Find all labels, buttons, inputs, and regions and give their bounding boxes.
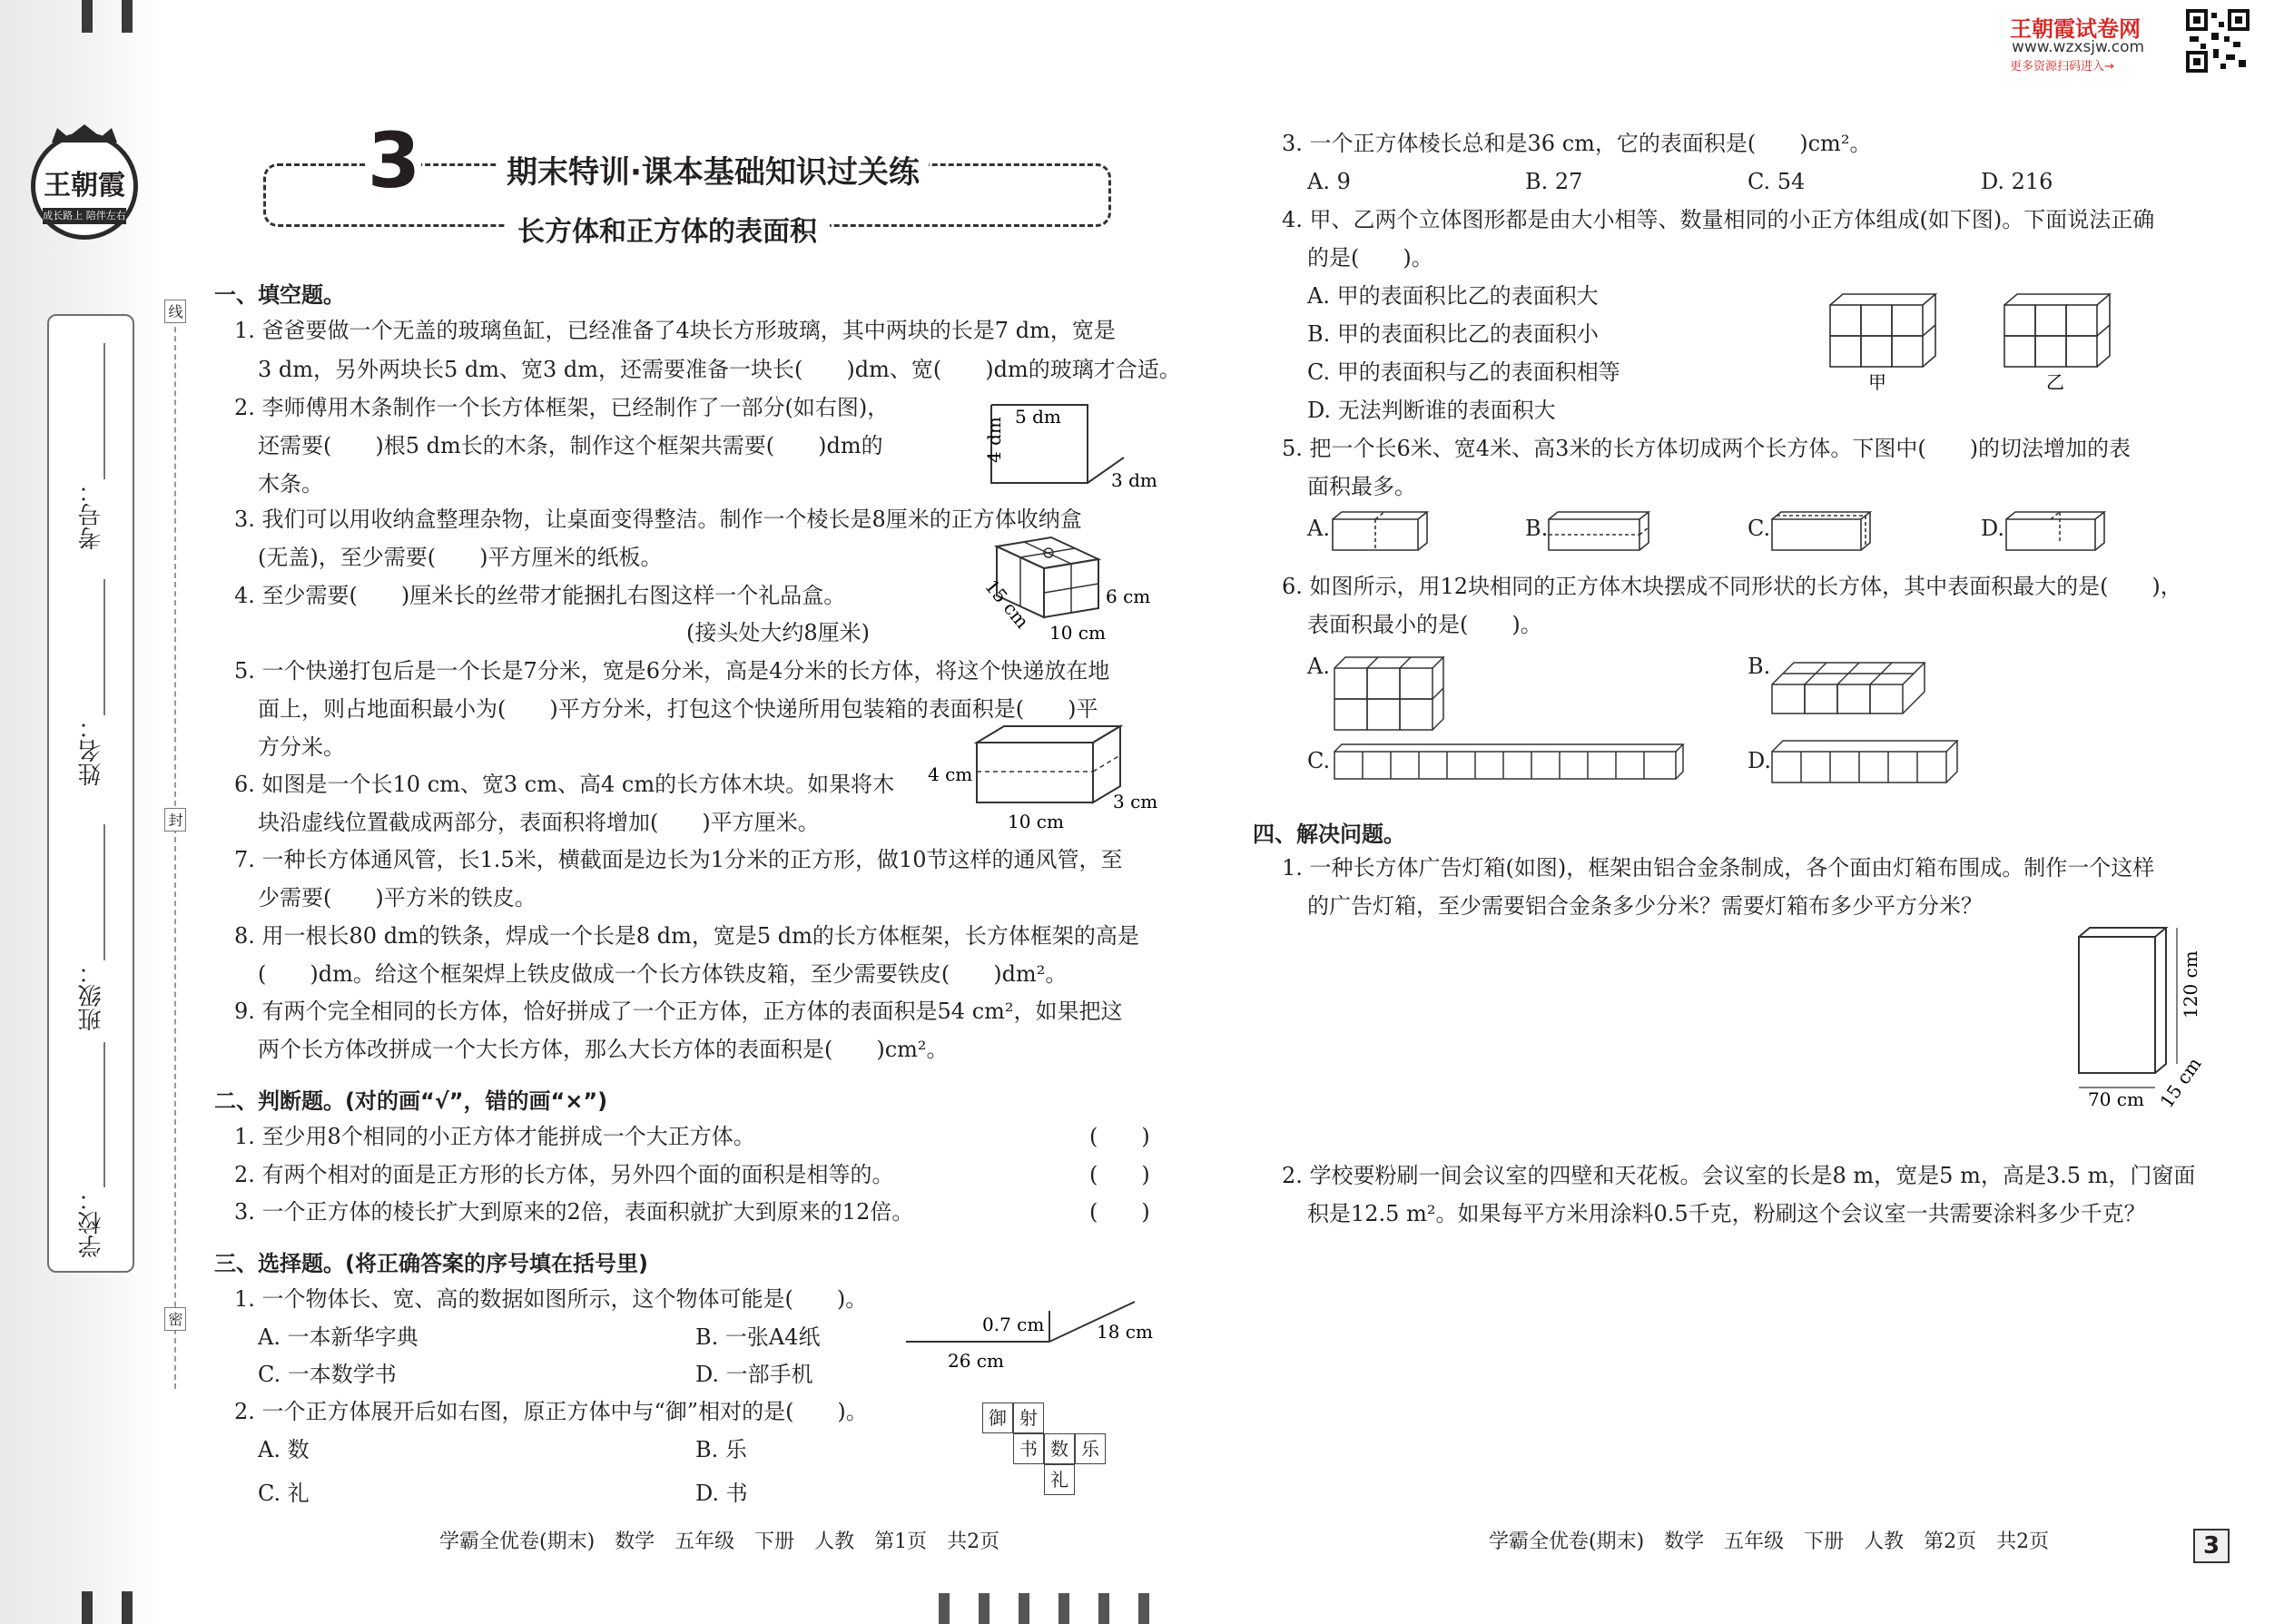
- name-label: 姓名：: [78, 715, 105, 786]
- question-text: 1. 一个物体长、宽、高的数据如图所示，这个物体可能是( )。: [234, 1286, 868, 1312]
- section-multiple-choice: 三、选择题。(将正确答案的序号填在括号里): [214, 1251, 648, 1276]
- question-text: 2. 一个正方体展开后如右图，原正方体中与“御”相对的是( )。: [234, 1399, 868, 1424]
- dim-label: 15 cm: [2155, 1053, 2206, 1112]
- figure-label: 乙: [2046, 371, 2064, 393]
- question-text: (无盖)，至少需要( )平方厘米的纸板。: [258, 545, 663, 570]
- option[interactable]: A. 数: [258, 1437, 310, 1462]
- question-text: 3. 一个正方体棱长总和是36 cm，它的表面积是( )cm²。: [1282, 131, 1872, 156]
- watermark-note: 更多资源扫码进入→: [2010, 60, 2114, 74]
- option[interactable]: C. 54: [1748, 169, 1806, 194]
- option[interactable]: B. 甲的表面积比乙的表面积小: [1307, 321, 1599, 347]
- question-text: 的广告灯箱，至少需要铝合金条多少分米？需要灯箱布多少平方分米？: [1307, 893, 1983, 919]
- question-text: 表面积最小的是( )。: [1307, 612, 1542, 637]
- frame-figure: [979, 398, 1160, 497]
- question-text: 块沿虚线位置截成两部分，表面积将增加( )平方厘米。: [258, 810, 820, 835]
- option[interactable]: B. 乐: [695, 1437, 747, 1462]
- net-cell: 书: [1013, 1433, 1044, 1464]
- dim-label: 10 cm: [1008, 811, 1064, 832]
- dim-label: 3 cm: [1113, 791, 1158, 812]
- option[interactable]: C. 礼: [258, 1481, 310, 1506]
- registration-mark: [979, 1593, 989, 1624]
- qr-code-icon[interactable]: [2186, 9, 2250, 73]
- question-text: 少需要( )平方米的铁皮。: [258, 885, 537, 910]
- option[interactable]: C.: [1748, 516, 1771, 541]
- gift-box-figure: [979, 532, 1160, 641]
- seal-char: 封: [164, 808, 186, 832]
- question-text: 5. 一个快递打包后是一个长是7分米，宽是6分米，高是4分米的长方体，将这个快递放在地: [234, 658, 1110, 684]
- section-fill-blank: 一、填空题。: [214, 282, 345, 308]
- publisher-logo: 王朝霞 成长路上 陪伴左右: [31, 133, 138, 240]
- question-text: 方分米。: [258, 734, 345, 760]
- option[interactable]: C. 甲的表面积与乙的表面积相等: [1307, 359, 1620, 385]
- registration-mark: [122, 0, 133, 33]
- dim-label: 5 dm: [1015, 406, 1061, 428]
- dim-label: 18 cm: [1097, 1321, 1153, 1343]
- option[interactable]: B. 27: [1525, 169, 1583, 194]
- question-text: 木条。: [258, 471, 323, 497]
- option[interactable]: A. 9: [1307, 169, 1351, 194]
- block-arrangements-figure: [1331, 650, 1984, 795]
- registration-mark: [1019, 1593, 1029, 1624]
- question-text: 9. 有两个完全相同的长方体，恰好拼成了一个正方体，正方体的表面积是54 cm²，如果把这: [234, 999, 1123, 1024]
- light-box-figure: [2061, 919, 2215, 1127]
- question-text: 还需要( )根5 dm长的木条，制作这个框架共需要( )dm的: [258, 433, 883, 458]
- question-text: 面上，则占地面积最小为( )平方分米，打包这个快递所用包装箱的表面积是( )平: [258, 696, 1098, 722]
- class-label: 班级：: [78, 960, 105, 1031]
- registration-mark: [82, 1591, 93, 1624]
- registration-mark: [82, 0, 93, 33]
- registration-mark: [939, 1593, 950, 1624]
- wood-block-figure: [917, 717, 1171, 835]
- question-text: 7. 一种长方体通风管，长1.5米，横截面是边长为1分米的正方形，做10节这样的通风管，至: [234, 847, 1123, 872]
- registration-mark: [122, 1591, 133, 1624]
- cube-stacks-figure: [1823, 285, 2222, 394]
- question-text: ( )dm。给这个框架焊上铁皮做成一个长方体铁皮箱，至少需要铁皮( )dm²。: [258, 961, 1068, 987]
- option[interactable]: A. 甲的表面积比乙的表面积大: [1307, 283, 1599, 309]
- dim-label: 3 dm: [1111, 469, 1157, 491]
- net-cell: 礼: [1044, 1464, 1075, 1495]
- dim-label: 10 cm: [1049, 622, 1106, 641]
- option[interactable]: B.: [1748, 654, 1771, 679]
- page-title: 期末特训·课本基础知识过关练: [497, 147, 929, 192]
- dim-label: 15 cm: [980, 575, 1034, 633]
- option[interactable]: D.: [1748, 748, 1772, 773]
- question-text: 1. 至少用8个相同的小正方体才能拼成一个大正方体。: [234, 1124, 755, 1149]
- dimension-figure: [904, 1300, 1177, 1376]
- dim-label: 70 cm: [2088, 1088, 2144, 1110]
- net-cell: 御: [982, 1403, 1013, 1433]
- page-subtitle: 长方体和正方体的表面积: [505, 209, 830, 249]
- question-text: 3. 一个正方体的棱长扩大到原来的2倍，表面积就扩大到原来的12倍。: [234, 1199, 914, 1225]
- question-text: 5. 把一个长6米、宽4米、高3米的长方体切成两个长方体。下图中( )的切法增加的表: [1282, 436, 2132, 461]
- question-text: 1. 一种长方体广告灯箱(如图)，框架由铝合金条制成，各个面由灯箱布围成。制作一个这样: [1282, 855, 2155, 881]
- exam-number-field[interactable]: [103, 343, 105, 479]
- watermark-brand: 王朝霞试卷网: [2010, 16, 2141, 42]
- net-cell: 数: [1044, 1433, 1075, 1464]
- registration-mark: [1138, 1593, 1149, 1624]
- option[interactable]: D. 一部手机: [695, 1362, 813, 1387]
- question-text: 1. 爸爸要做一个无盖的玻璃鱼缸，已经准备了4块长方形玻璃，其中两块的长是7 dm，宽是: [234, 318, 1116, 343]
- name-field[interactable]: [103, 579, 105, 715]
- registration-mark: [1058, 1593, 1069, 1624]
- student-info-card: [47, 314, 134, 1273]
- net-cell: 射: [1013, 1403, 1044, 1433]
- dim-label: 120 cm: [2180, 950, 2201, 1019]
- page-number: 3: [2193, 1529, 2230, 1563]
- seal-line: [174, 300, 176, 1389]
- registration-mark: [1098, 1593, 1109, 1624]
- option[interactable]: A.: [1307, 654, 1330, 679]
- question-text: 6. 如图是一个长10 cm、宽3 cm、高4 cm的长方体木块。如果将木: [234, 772, 895, 797]
- school-label: 学校：: [78, 1187, 105, 1258]
- crown-icon: [48, 124, 121, 143]
- question-text: 2. 学校要粉刷一间会议室的四壁和天花板。会议室的长是8 m，宽是5 m，高是3.5 m，门窗面: [1282, 1163, 2196, 1188]
- option[interactable]: C.: [1307, 748, 1331, 773]
- answer-paren[interactable]: ( ): [1089, 1162, 1150, 1187]
- option[interactable]: A. 一本新华字典: [258, 1324, 418, 1350]
- dim-label: 6 cm: [1106, 586, 1151, 607]
- dim-label: 26 cm: [948, 1350, 1004, 1372]
- option[interactable]: B. 一张A4纸: [695, 1324, 821, 1350]
- option[interactable]: C. 一本数学书: [258, 1362, 397, 1387]
- option[interactable]: D. 216: [1981, 169, 2053, 194]
- question-text: 6. 如图所示，用12块相同的正方体木块摆成不同形状的长方体，其中表面积最大的是( )，: [1282, 574, 2182, 599]
- option[interactable]: A.: [1307, 516, 1330, 541]
- option[interactable]: D. 书: [695, 1481, 748, 1506]
- question-text: 的是( )。: [1307, 245, 1433, 271]
- class-field[interactable]: [103, 824, 105, 960]
- school-field[interactable]: [103, 1042, 105, 1187]
- net-cell: 乐: [1075, 1433, 1106, 1464]
- figure-label: 甲: [1868, 371, 1886, 393]
- question-text: 积是12.5 m²。如果每平方米用涂料0.5千克，粉刷这个会议室一共需要涂料多少千克？: [1307, 1201, 2146, 1226]
- question-text: 3. 我们可以用收纳盒整理杂物，让桌面变得整洁。制作一个棱长是8厘米的正方体收纳盒: [234, 507, 1082, 532]
- dim-label: 0.7 cm: [982, 1314, 1045, 1335]
- question-text: 4. 甲、乙两个立体图形都是由大小相等、数量相同的小正方体组成(如下图)。下面说法正确: [1282, 207, 2155, 232]
- badge-number: 3: [367, 116, 421, 205]
- question-text: 8. 用一根长80 dm的铁条，焊成一个长是8 dm，宽是5 dm的长方体框架，长方体框架的高是: [234, 923, 1139, 949]
- option[interactable]: D.: [1981, 516, 2005, 541]
- dim-label: 4 dm: [983, 417, 1005, 463]
- question-text: 4. 至少需要( )厘米长的丝带才能捆扎右图这样一个礼品盒。: [234, 583, 846, 608]
- question-text: 3 dm，另外两块长5 dm、宽3 dm，还需要准备一块长( )dm、宽( )dm的玻璃才合适。: [258, 357, 1181, 382]
- answer-paren[interactable]: ( ): [1089, 1199, 1150, 1225]
- answer-paren[interactable]: ( ): [1089, 1124, 1150, 1149]
- option[interactable]: D. 无法判断谁的表面积大: [1307, 398, 1556, 423]
- question-text: 面积最多。: [1307, 474, 1416, 499]
- dim-label: 4 cm: [928, 763, 973, 785]
- section-true-false: 二、判断题。(对的画“√”，错的画“×”): [214, 1088, 608, 1114]
- question-note: (接头处大约8厘米): [686, 620, 870, 645]
- seal-char: 线: [164, 300, 186, 323]
- seal-char: 密: [164, 1307, 186, 1331]
- question-text: 两个长方体改拼成一个大长方体，那么大长方体的表面积是( )cm²。: [258, 1037, 949, 1062]
- exam-number-label: 考号：: [78, 479, 105, 550]
- cut-options-figure: [1331, 508, 2148, 557]
- option[interactable]: B.: [1525, 516, 1549, 541]
- page-footer: 学霸全优卷(期末) 数学 五年级 下册 人教 第1页 共2页: [439, 1530, 1000, 1553]
- watermark-url: www.wzxsjw.com: [2012, 38, 2145, 56]
- question-text: 2. 有两个相对的面是正方形的长方体，另外四个面的面积是相等的。: [234, 1162, 894, 1187]
- section-problem-solving: 四、解决问题。: [1253, 822, 1405, 847]
- question-text: 2. 李师傅用木条制作一个长方体框架，已经制作了一部分(如右图)，: [234, 395, 890, 420]
- page-footer: 学霸全优卷(期末) 数学 五年级 下册 人教 第2页 共2页: [1489, 1530, 2050, 1553]
